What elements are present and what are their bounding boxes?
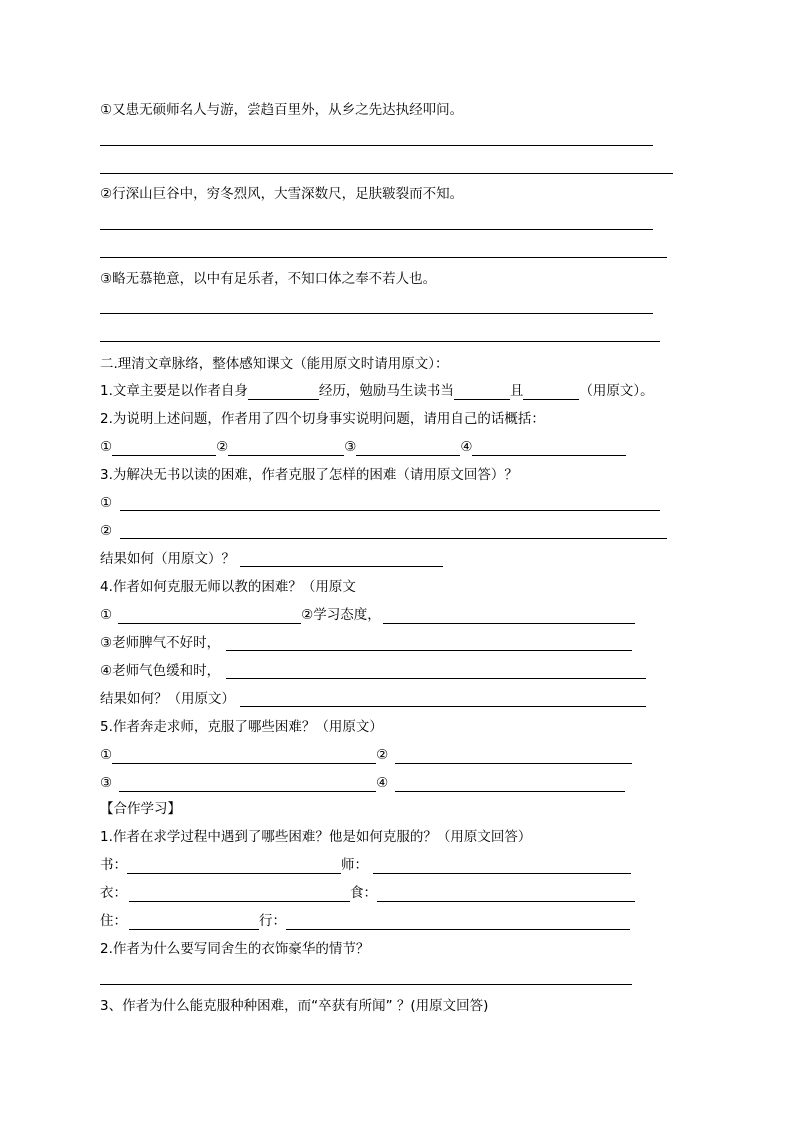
blank[interactable] [118, 608, 301, 624]
q4-n2: ②学习态度， [301, 607, 381, 623]
blank[interactable] [395, 776, 625, 792]
q1-post: （用原文）。 [579, 383, 654, 399]
q2-n2: ② [216, 439, 229, 455]
label-shu: 书： [100, 857, 127, 873]
q2-n4: ④ [460, 439, 473, 455]
blank[interactable] [286, 914, 630, 930]
s3-q3-text: 3、作者为什么能克服种种困难，而“卒获有所闻” ？(用原文回答) [100, 998, 489, 1014]
q3-n2: ② [100, 523, 113, 539]
q2-text: 2.为说明上述问题，作者用了四个切身事实说明问题，请用自己的话概括： [100, 411, 545, 427]
q2-n3: ③ [344, 439, 357, 455]
answer-line[interactable] [100, 984, 632, 985]
label-shi: 师： [341, 857, 368, 873]
blank[interactable] [383, 608, 635, 624]
q5-n1: ① [100, 747, 113, 763]
q4-n1: ① [100, 607, 113, 623]
answer-line[interactable] [240, 566, 443, 567]
s3-row-shu-shi [100, 856, 631, 874]
answer-line[interactable] [100, 257, 667, 258]
blank[interactable] [129, 886, 350, 902]
blank[interactable] [248, 384, 319, 400]
q3-text: 3.为解决无书以读的困难，作者克服了怎样的困难（请用原文回答）？ [100, 467, 518, 483]
blank[interactable] [356, 440, 460, 456]
blank[interactable] [395, 748, 632, 764]
answer-line[interactable] [226, 650, 632, 651]
q1-row [100, 382, 654, 400]
answer-line[interactable] [100, 145, 653, 146]
answer-line[interactable] [120, 538, 667, 539]
blank[interactable] [129, 914, 259, 930]
s3-row-yi-shi [100, 884, 635, 902]
blank[interactable] [472, 440, 626, 456]
blank[interactable] [228, 440, 344, 456]
q3-result: 结果如何（用原文）？ [100, 551, 235, 567]
sentence-1: ①又患无硕师名人与游，尝趋百里外，从乡之先达执经叩问。 [100, 102, 464, 118]
q2-n1: ① [100, 439, 113, 455]
blank[interactable] [373, 858, 631, 874]
q2-row [100, 438, 626, 456]
answer-line[interactable] [226, 678, 646, 679]
s3-q1-text: 1.作者在求学过程中遇到了哪些困难？他是如何克服的？（用原文回答） [100, 829, 532, 845]
q1-mid1: 经历，勉励马生读书当 [318, 383, 454, 399]
q4-n3: ③老师脾气不好时， [100, 635, 221, 651]
blank[interactable] [127, 858, 341, 874]
q5-text: 5.作者奔走求师，克服了哪些困难？（用原文） [100, 719, 383, 735]
q4-result: 结果如何？（用原文） [100, 691, 235, 707]
sentence-3: ③略无慕艳意，以中有足乐者，不知口体之奉不若人也。 [100, 271, 437, 287]
blank[interactable] [112, 440, 216, 456]
section-heading: 二.理清文章脉络，整体感知课文（能用原文时请用原文）： [100, 356, 449, 372]
q3-n1: ① [100, 495, 113, 511]
q5-row1 [100, 746, 632, 764]
q5-n4: ④ [376, 775, 389, 791]
label-yi: 衣： [100, 885, 127, 901]
blank[interactable] [377, 886, 635, 902]
sentence-2: ②行深山巨谷中，穷冬烈风，大雪深数尺，足肤皲裂而不知。 [100, 186, 464, 202]
blank[interactable] [523, 384, 579, 400]
q4-text: 4.作者如何克服无师以教的困难？（用原文 [100, 579, 356, 595]
blank[interactable] [454, 384, 510, 400]
label-xing: 行： [259, 913, 286, 929]
q5-row2 [100, 774, 625, 792]
s3-q2-text: 2.作者为什么要写同舍生的衣饰豪华的情节？ [100, 941, 370, 957]
s3-row-zhu-xing [100, 912, 630, 930]
q4-n4: ④老师气色缓和时， [100, 663, 221, 679]
q1-pre: 1.文章主要是以作者自身 [100, 383, 248, 399]
blank[interactable] [119, 776, 376, 792]
q5-n3: ③ [100, 775, 113, 791]
q5-n2: ② [376, 747, 389, 763]
answer-line[interactable] [100, 229, 653, 230]
answer-line[interactable] [100, 313, 653, 314]
blank[interactable] [112, 748, 376, 764]
answer-line[interactable] [100, 341, 660, 342]
label-zhu: 住： [100, 913, 127, 929]
label-shi2: 食： [350, 885, 377, 901]
answer-line[interactable] [120, 510, 660, 511]
answer-line[interactable] [100, 173, 673, 174]
section-heading: 【合作学习】 [100, 801, 181, 817]
answer-line[interactable] [240, 706, 646, 707]
q4-row1 [100, 606, 635, 624]
q1-mid2: 且 [509, 383, 524, 399]
